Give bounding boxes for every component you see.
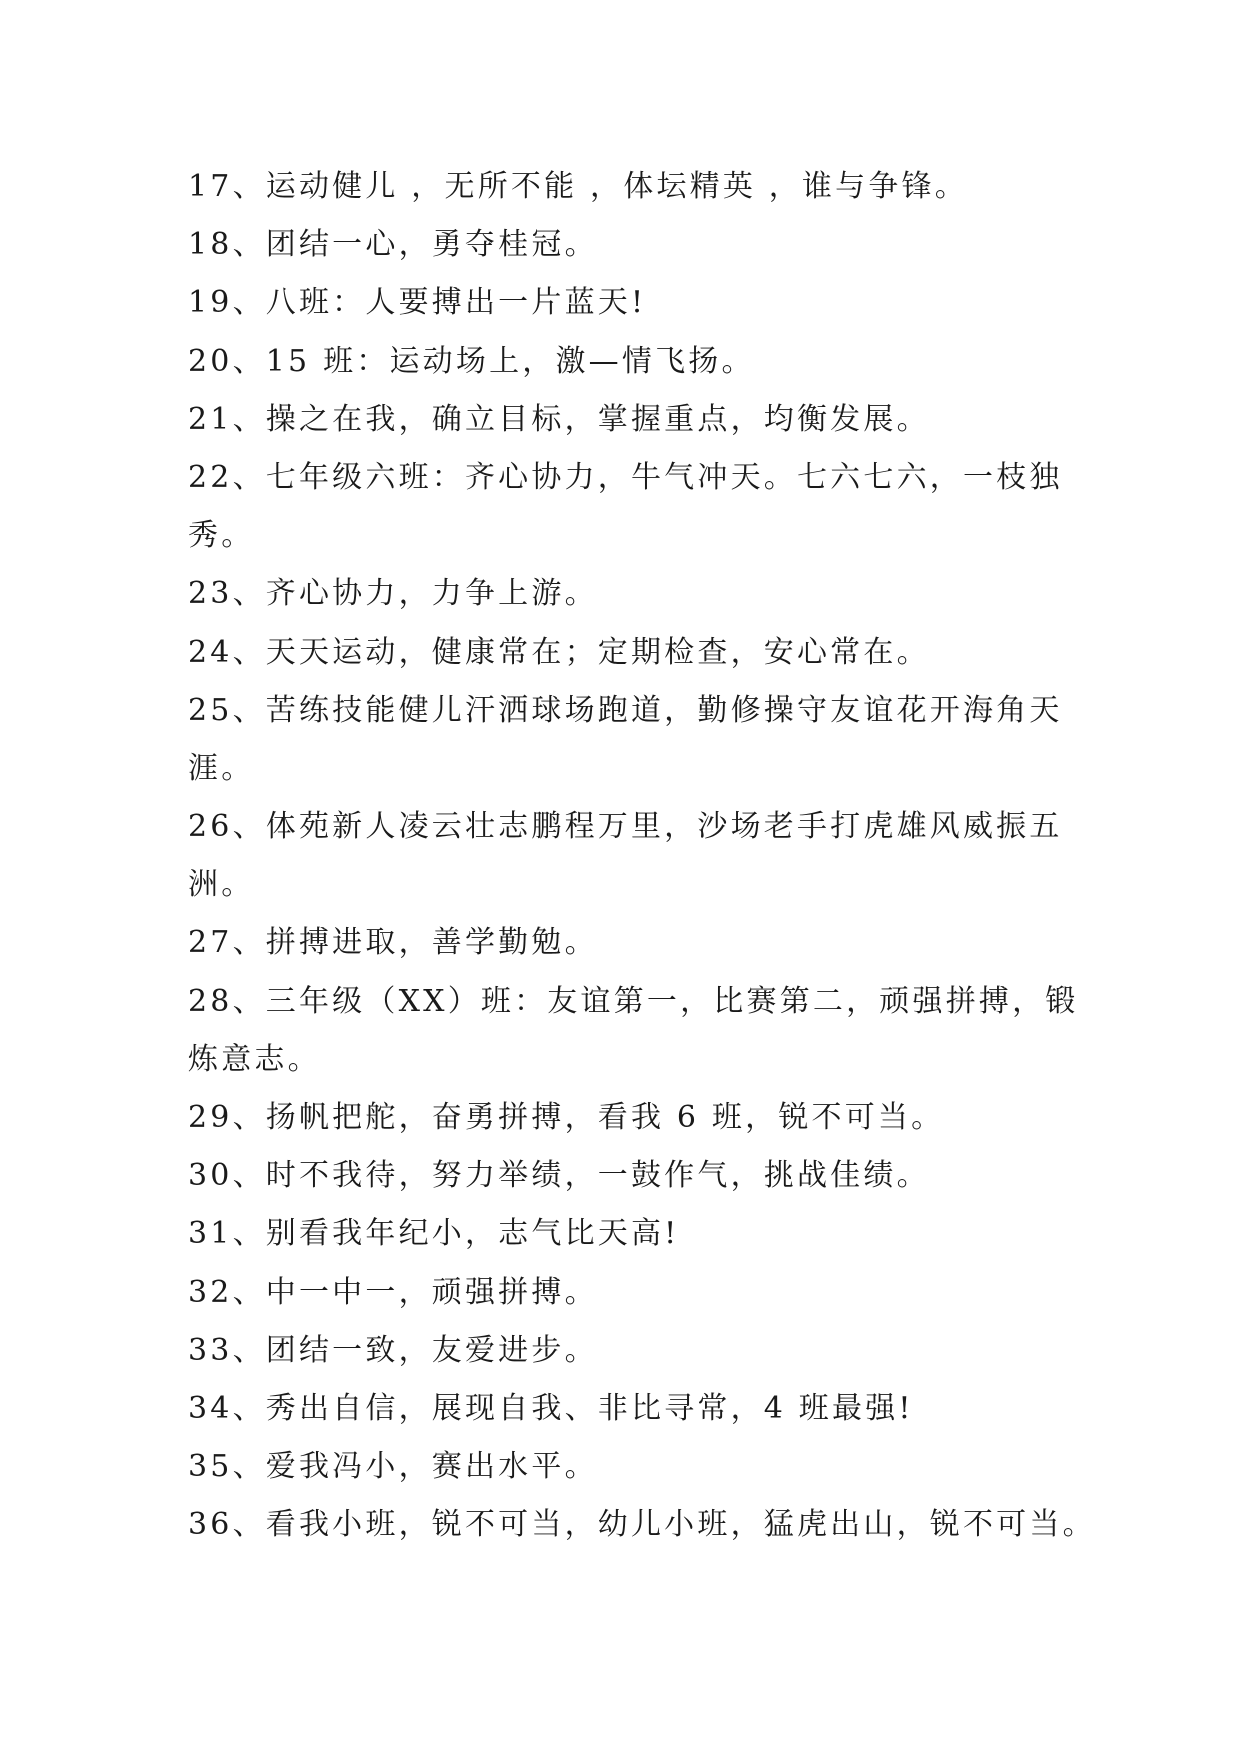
list-item: 34、秀出自信，展现自我、非比寻常，4 班最强! <box>188 1390 914 1426</box>
list-item: 21、操之在我，确立目标，掌握重点，均衡发展。 <box>188 401 930 437</box>
list-item: 26、体苑新人凌云壮志鹏程万里，沙场老手打虎雄风威振五 <box>188 809 1063 845</box>
list-item: 31、别看我年纪小，志气比天高! <box>188 1216 680 1252</box>
list-item: 33、团结一致，友爱进步。 <box>188 1332 598 1368</box>
list-item-continuation: 秀。 <box>188 518 255 554</box>
list-item: 22、七年级六班：齐心协力，牛气冲天。七六七六，一枝独 <box>188 459 1063 495</box>
list-item: 28、三年级（XX）班：友谊第一，比赛第二，顽强拼搏，锻 <box>188 983 1079 1019</box>
list-item-continuation: 洲。 <box>188 867 255 903</box>
list-item: 36、看我小班，锐不可当，幼儿小班，猛虎出山，锐不可当。 <box>188 1507 1096 1543</box>
list-item: 17、运动健儿 ，无所不能 ，体坛精英 ，谁与争锋。 <box>188 169 968 204</box>
list-item: 30、时不我待，努力举绩，一鼓作气，挑战佳绩。 <box>188 1158 930 1194</box>
list-item: 27、拼搏进取，善学勤勉。 <box>188 925 598 961</box>
slogan-list <box>188 158 1096 1555</box>
list-item: 23、齐心协力，力争上游。 <box>188 576 598 612</box>
list-item: 20、15 班：运动场上，激—情飞扬。 <box>188 343 755 379</box>
list-item: 19、八班：人要搏出一片蓝天! <box>188 285 647 321</box>
list-item: 35、爱我冯小，赛出水平。 <box>188 1449 598 1485</box>
list-item: 32、中一中一，顽强拼搏。 <box>188 1274 598 1310</box>
list-item: 18、团结一心，勇夺桂冠。 <box>188 227 598 263</box>
list-item-continuation: 炼意志。 <box>188 1041 321 1077</box>
list-item: 29、扬帆把舵，奋勇拼搏，看我 6 班，锐不可当。 <box>188 1100 945 1135</box>
list-item: 24、天天运动，健康常在；定期检查，安心常在。 <box>188 634 930 670</box>
list-item-continuation: 涯。 <box>188 750 255 786</box>
list-item: 25、苦练技能健儿汗洒球场跑道，勤修操守友谊花开海角天 <box>188 692 1063 728</box>
